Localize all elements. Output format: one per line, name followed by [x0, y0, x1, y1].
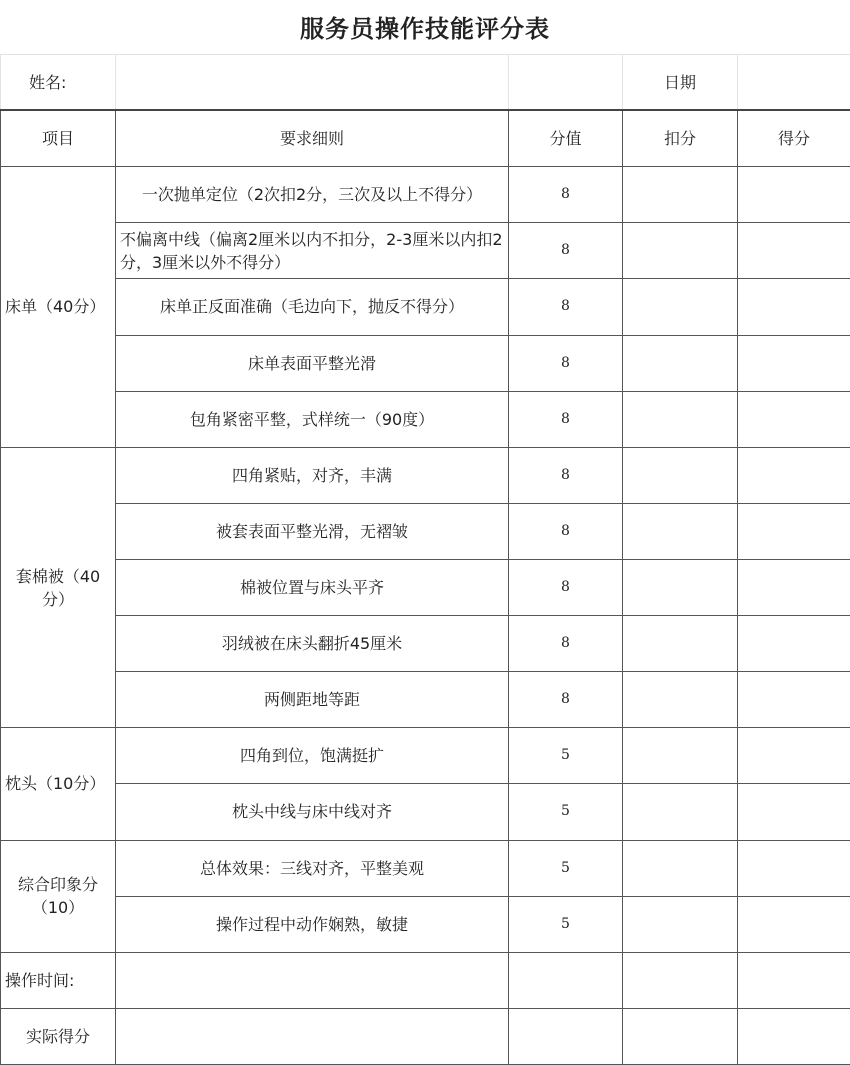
empty-cell: [509, 1008, 623, 1064]
header-requirement: 要求细则: [116, 110, 509, 167]
header-item: 项目: [1, 110, 116, 167]
points-cell: 8: [509, 616, 623, 672]
points-cell: 8: [509, 503, 623, 559]
actual-score-field[interactable]: [116, 1008, 509, 1064]
requirement-cell: 被套表面平整光滑，无褶皱: [116, 503, 509, 559]
table-row: [1, 784, 850, 840]
requirement-cell: 一次抛单定位（2次扣2分，三次及以上不得分）: [116, 167, 509, 223]
requirement-cell: 操作过程中动作娴熟，敏捷: [116, 896, 509, 952]
table-row: [1, 279, 850, 335]
requirement-cell: 包角紧密平整，式样统一（90度）: [116, 391, 509, 447]
deduction-input[interactable]: [623, 447, 738, 503]
requirement-cell: 羽绒被在床头翻折45厘米: [116, 616, 509, 672]
points-cell: 8: [509, 559, 623, 615]
points-cell: 8: [509, 223, 623, 279]
deduction-input[interactable]: [623, 896, 738, 952]
operation-time-label: 操作时间:: [1, 952, 116, 1008]
table-row: [1, 616, 850, 672]
operation-time-field[interactable]: [116, 952, 509, 1008]
deduction-input[interactable]: [623, 616, 738, 672]
requirement-cell: 床单正反面准确（毛边向下，抛反不得分）: [116, 279, 509, 335]
name-label: 姓名:: [1, 55, 116, 111]
requirement-cell: 枕头中线与床中线对齐: [116, 784, 509, 840]
deduction-input[interactable]: [623, 728, 738, 784]
section-bedsheet: 床单（40分）: [1, 167, 116, 448]
score-input[interactable]: [738, 279, 850, 335]
scoring-table: [0, 54, 850, 1065]
actual-score-label: 实际得分: [1, 1008, 116, 1064]
requirement-cell: 四角到位，饱满挺扩: [116, 728, 509, 784]
table-row: [1, 728, 850, 784]
score-input[interactable]: [738, 503, 850, 559]
deduction-input[interactable]: [623, 223, 738, 279]
actual-score-row: [1, 1008, 850, 1064]
section-pillow: 枕头（10分）: [1, 728, 116, 840]
score-input[interactable]: [738, 728, 850, 784]
page-title: 服务员操作技能评分表: [300, 14, 550, 43]
table-row: [1, 896, 850, 952]
table-row: [1, 672, 850, 728]
empty-cell: [623, 952, 738, 1008]
section-quilt: 套棉被（40分）: [1, 447, 116, 728]
table-row: [1, 840, 850, 896]
score-input[interactable]: [738, 784, 850, 840]
table-row: [1, 223, 850, 279]
points-cell: 8: [509, 167, 623, 223]
header-deduction: 扣分: [623, 110, 738, 167]
deduction-input[interactable]: [623, 167, 738, 223]
points-cell: 8: [509, 672, 623, 728]
points-cell: 8: [509, 279, 623, 335]
date-label: 日期: [623, 55, 738, 111]
table-row: [1, 391, 850, 447]
requirement-cell: 不偏离中线（偏离2厘米以内不扣分，2-3厘米以内扣2分，3厘米以外不得分）: [116, 223, 509, 279]
points-cell: 5: [509, 784, 623, 840]
deduction-input[interactable]: [623, 840, 738, 896]
header-score: 得分: [738, 110, 850, 167]
deduction-input[interactable]: [623, 391, 738, 447]
deduction-input[interactable]: [623, 672, 738, 728]
date-field[interactable]: [738, 55, 850, 111]
score-input[interactable]: [738, 391, 850, 447]
points-cell: 8: [509, 335, 623, 391]
table-row: [1, 503, 850, 559]
table-row: [1, 559, 850, 615]
points-cell: 8: [509, 447, 623, 503]
score-input[interactable]: [738, 335, 850, 391]
score-input[interactable]: [738, 223, 850, 279]
name-field[interactable]: [116, 55, 509, 111]
deduction-input[interactable]: [623, 784, 738, 840]
header-points: 分值: [509, 110, 623, 167]
empty-cell: [738, 952, 850, 1008]
score-input[interactable]: [738, 616, 850, 672]
table-row: [1, 167, 850, 223]
score-input[interactable]: [738, 896, 850, 952]
score-input[interactable]: [738, 167, 850, 223]
score-input[interactable]: [738, 559, 850, 615]
section-overall-impression: 综合印象分（10）: [1, 840, 116, 952]
points-cell: 5: [509, 728, 623, 784]
header-row: [1, 110, 850, 167]
score-input[interactable]: [738, 447, 850, 503]
empty-cell: [623, 1008, 738, 1064]
operation-time-row: [1, 952, 850, 1008]
deduction-input[interactable]: [623, 279, 738, 335]
requirement-cell: 四角紧贴，对齐，丰满: [116, 447, 509, 503]
score-input[interactable]: [738, 672, 850, 728]
deduction-input[interactable]: [623, 503, 738, 559]
requirement-cell: 总体效果：三线对齐，平整美观: [116, 840, 509, 896]
requirement-cell: 两侧距地等距: [116, 672, 509, 728]
requirement-cell: 棉被位置与床头平齐: [116, 559, 509, 615]
points-cell: 5: [509, 896, 623, 952]
empty-cell: [738, 1008, 850, 1064]
info-blank-cell: [509, 55, 623, 111]
table-row: [1, 447, 850, 503]
info-row: [1, 55, 850, 111]
requirement-cell: 床单表面平整光滑: [116, 335, 509, 391]
score-input[interactable]: [738, 840, 850, 896]
deduction-input[interactable]: [623, 559, 738, 615]
points-cell: 8: [509, 391, 623, 447]
points-cell: 5: [509, 840, 623, 896]
table-row: [1, 335, 850, 391]
deduction-input[interactable]: [623, 335, 738, 391]
empty-cell: [509, 952, 623, 1008]
